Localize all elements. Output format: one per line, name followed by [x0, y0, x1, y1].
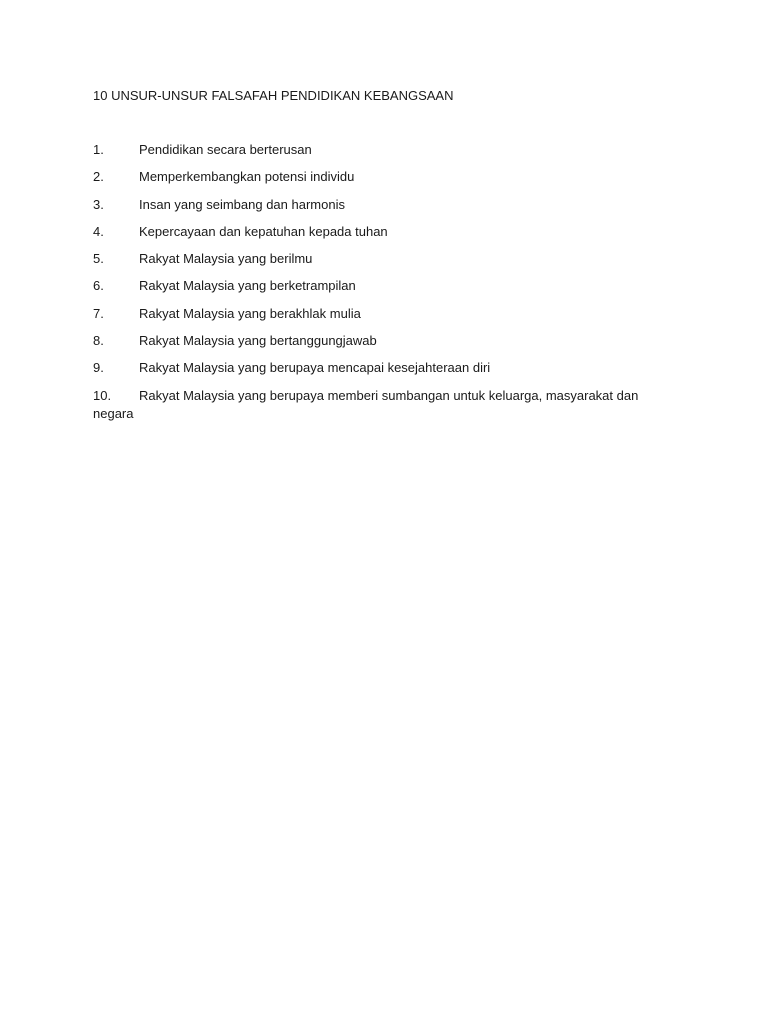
list-item-text: Rakyat Malaysia yang berketrampilan [139, 278, 356, 294]
list-item-text: Rakyat Malaysia yang bertanggungjawab [139, 333, 377, 349]
list-item-number: 9. [93, 360, 104, 376]
list-item [93, 387, 653, 423]
list-item-number: 5. [93, 251, 104, 267]
list-item-text: Rakyat Malaysia yang berilmu [139, 251, 313, 267]
list-item [93, 277, 653, 295]
list-item [93, 359, 653, 377]
list-item-number: 4. [93, 223, 104, 239]
numbered-list [93, 141, 653, 432]
list-item [93, 332, 653, 350]
list-item-text: Insan yang seimbang dan harmonis [139, 196, 345, 212]
list-item [93, 305, 653, 323]
list-item-text: Rakyat Malaysia yang berakhlak mulia [139, 305, 361, 321]
list-item-number: 2. [93, 169, 104, 185]
list-item-number: 7. [93, 305, 104, 321]
list-item [93, 168, 653, 186]
list-item [93, 223, 653, 241]
list-item [93, 141, 653, 159]
list-item [93, 250, 653, 268]
list-item-number: 3. [93, 196, 104, 212]
list-item-number: 8. [93, 333, 104, 349]
list-item [93, 196, 653, 214]
list-item-text: Rakyat Malaysia yang berupaya memberi sumbangan untuk keluarga, masyarakat dan negara [93, 387, 639, 421]
list-item-text: Rakyat Malaysia yang berupaya mencapai kesejahteraan diri [139, 360, 491, 376]
list-item-number: 1. [93, 142, 104, 157]
list-item-text: Pendidikan secara berterusan [139, 142, 312, 157]
list-item-number: 6. [93, 278, 104, 294]
list-item-number: 10. [93, 387, 112, 403]
list-item-text: Kepercayaan dan kepatuhan kepada tuhan [139, 223, 388, 239]
list-item-text: Memperkembangkan potensi individu [139, 169, 355, 185]
document-title: 10 UNSUR-UNSUR FALSAFAH PENDIDIKAN KEBANGSAAN [93, 88, 454, 103]
